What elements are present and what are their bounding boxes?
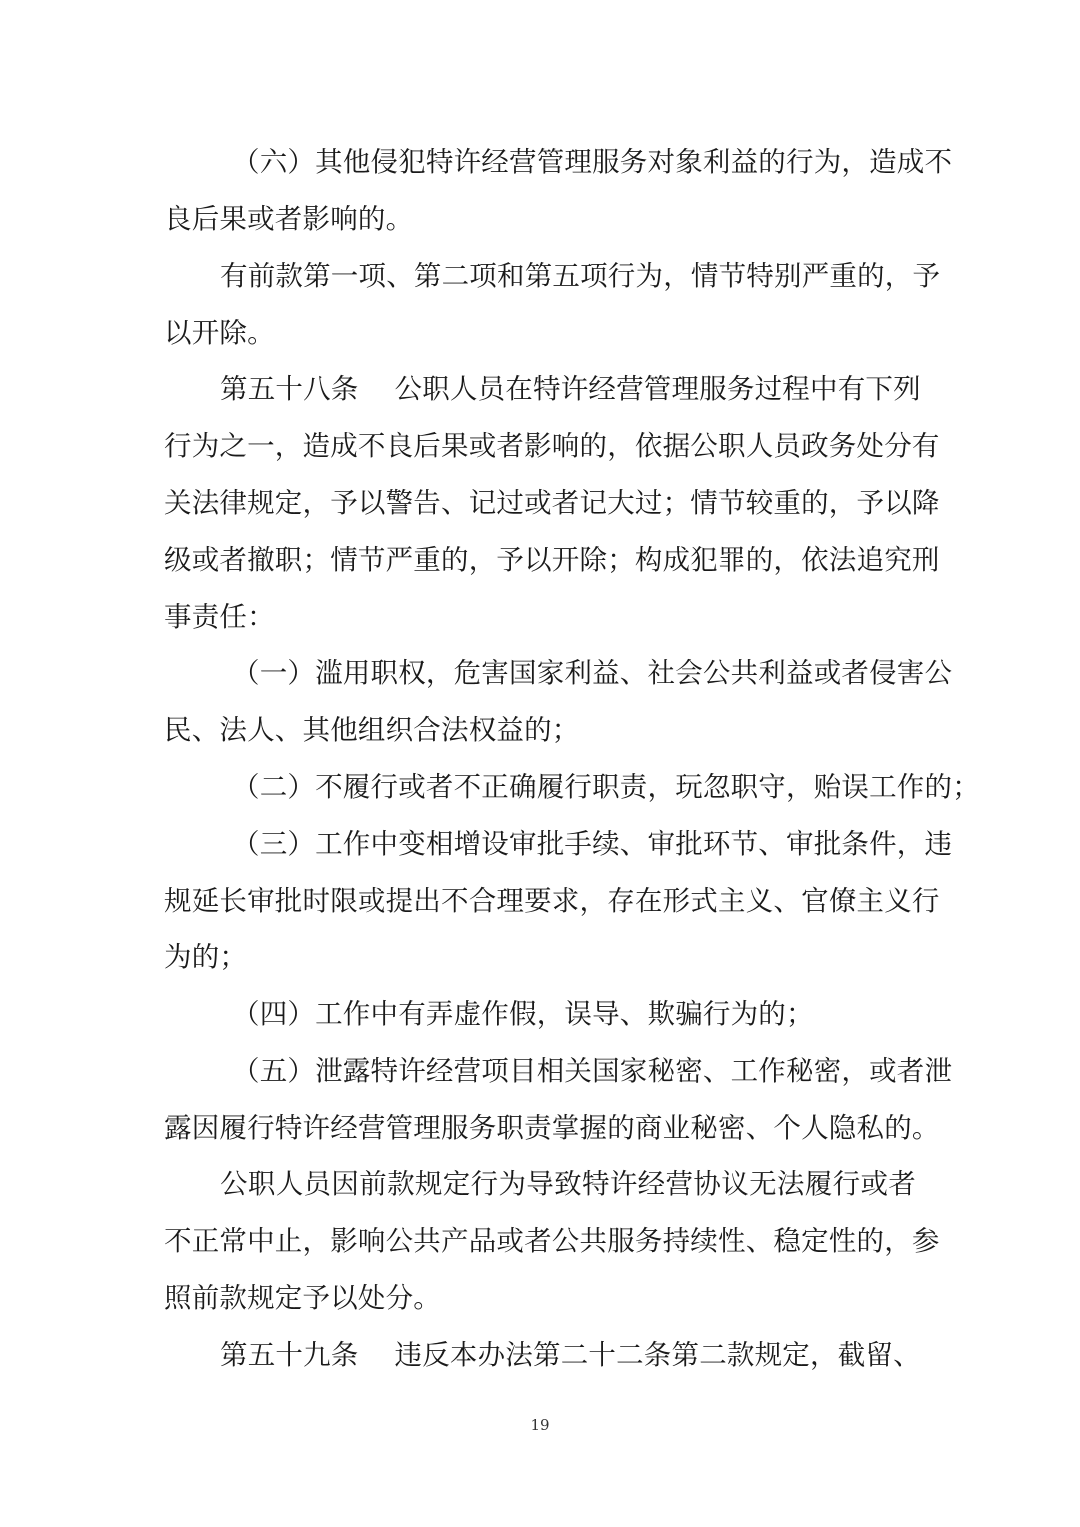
text-line: （二）不履行或者不正确履行职责，玩忽职守，贻误工作的；	[232, 771, 980, 803]
text-line: （五）泄露特许经营项目相关国家秘密、工作秘密，或者泄	[232, 1055, 953, 1087]
text-line: 事责任：	[164, 601, 275, 633]
text-line: 关法律规定，予以警告、记过或者记大过；情节较重的，予以降	[164, 487, 940, 519]
text-line: 行为之一，造成不良后果或者影响的，依据公职人员政务处分有	[164, 430, 940, 462]
text-line: 违反本办法第二十二条第二款规定，截留、	[394, 1339, 921, 1371]
text-line: 级或者撤职；情节严重的，予以开除；构成犯罪的，依法追究刑	[164, 544, 940, 576]
text-line: 民、法人、其他组织合法权益的；	[164, 714, 580, 746]
text-line: （六）其他侵犯特许经营管理服务对象利益的行为，造成不	[232, 146, 953, 178]
text-line: （一）滥用职权，危害国家利益、社会公共利益或者侵害公	[232, 657, 953, 689]
text-line: 规延长审批时限或提出不合理要求，存在形式主义、官僚主义行	[164, 885, 940, 917]
text-line: 公职人员因前款规定行为导致特许经营协议无法履行或者	[220, 1168, 916, 1200]
text-line: 露因履行特许经营管理服务职责掌握的商业秘密、个人隐私的。	[164, 1112, 940, 1144]
text-line: 以开除。	[164, 317, 275, 349]
text-line: 照前款规定予以处分。	[164, 1282, 441, 1314]
text-line: 为的；	[164, 941, 248, 973]
article-58-heading-line	[164, 369, 921, 409]
text-line: 有前款第一项、第二项和第五项行为，情节特别严重的，予	[220, 260, 941, 292]
article-59-number: 第五十九条	[220, 1339, 359, 1371]
article-59-heading-line	[164, 1335, 921, 1375]
article-58-number: 第五十八条	[220, 373, 359, 405]
text-line: 公职人员在特许经营管理服务过程中有下列	[394, 373, 921, 405]
text-line: （四）工作中有弄虚作假，误导、欺骗行为的；	[232, 998, 814, 1030]
text-line: （三）工作中变相增设审批手续、审批环节、审批条件，违	[232, 828, 953, 860]
text-line: 不正常中止，影响公共产品或者公共服务持续性、稳定性的，参	[164, 1225, 940, 1257]
text-line: 良后果或者影响的。	[164, 203, 414, 235]
page-number: 19	[530, 1416, 550, 1434]
